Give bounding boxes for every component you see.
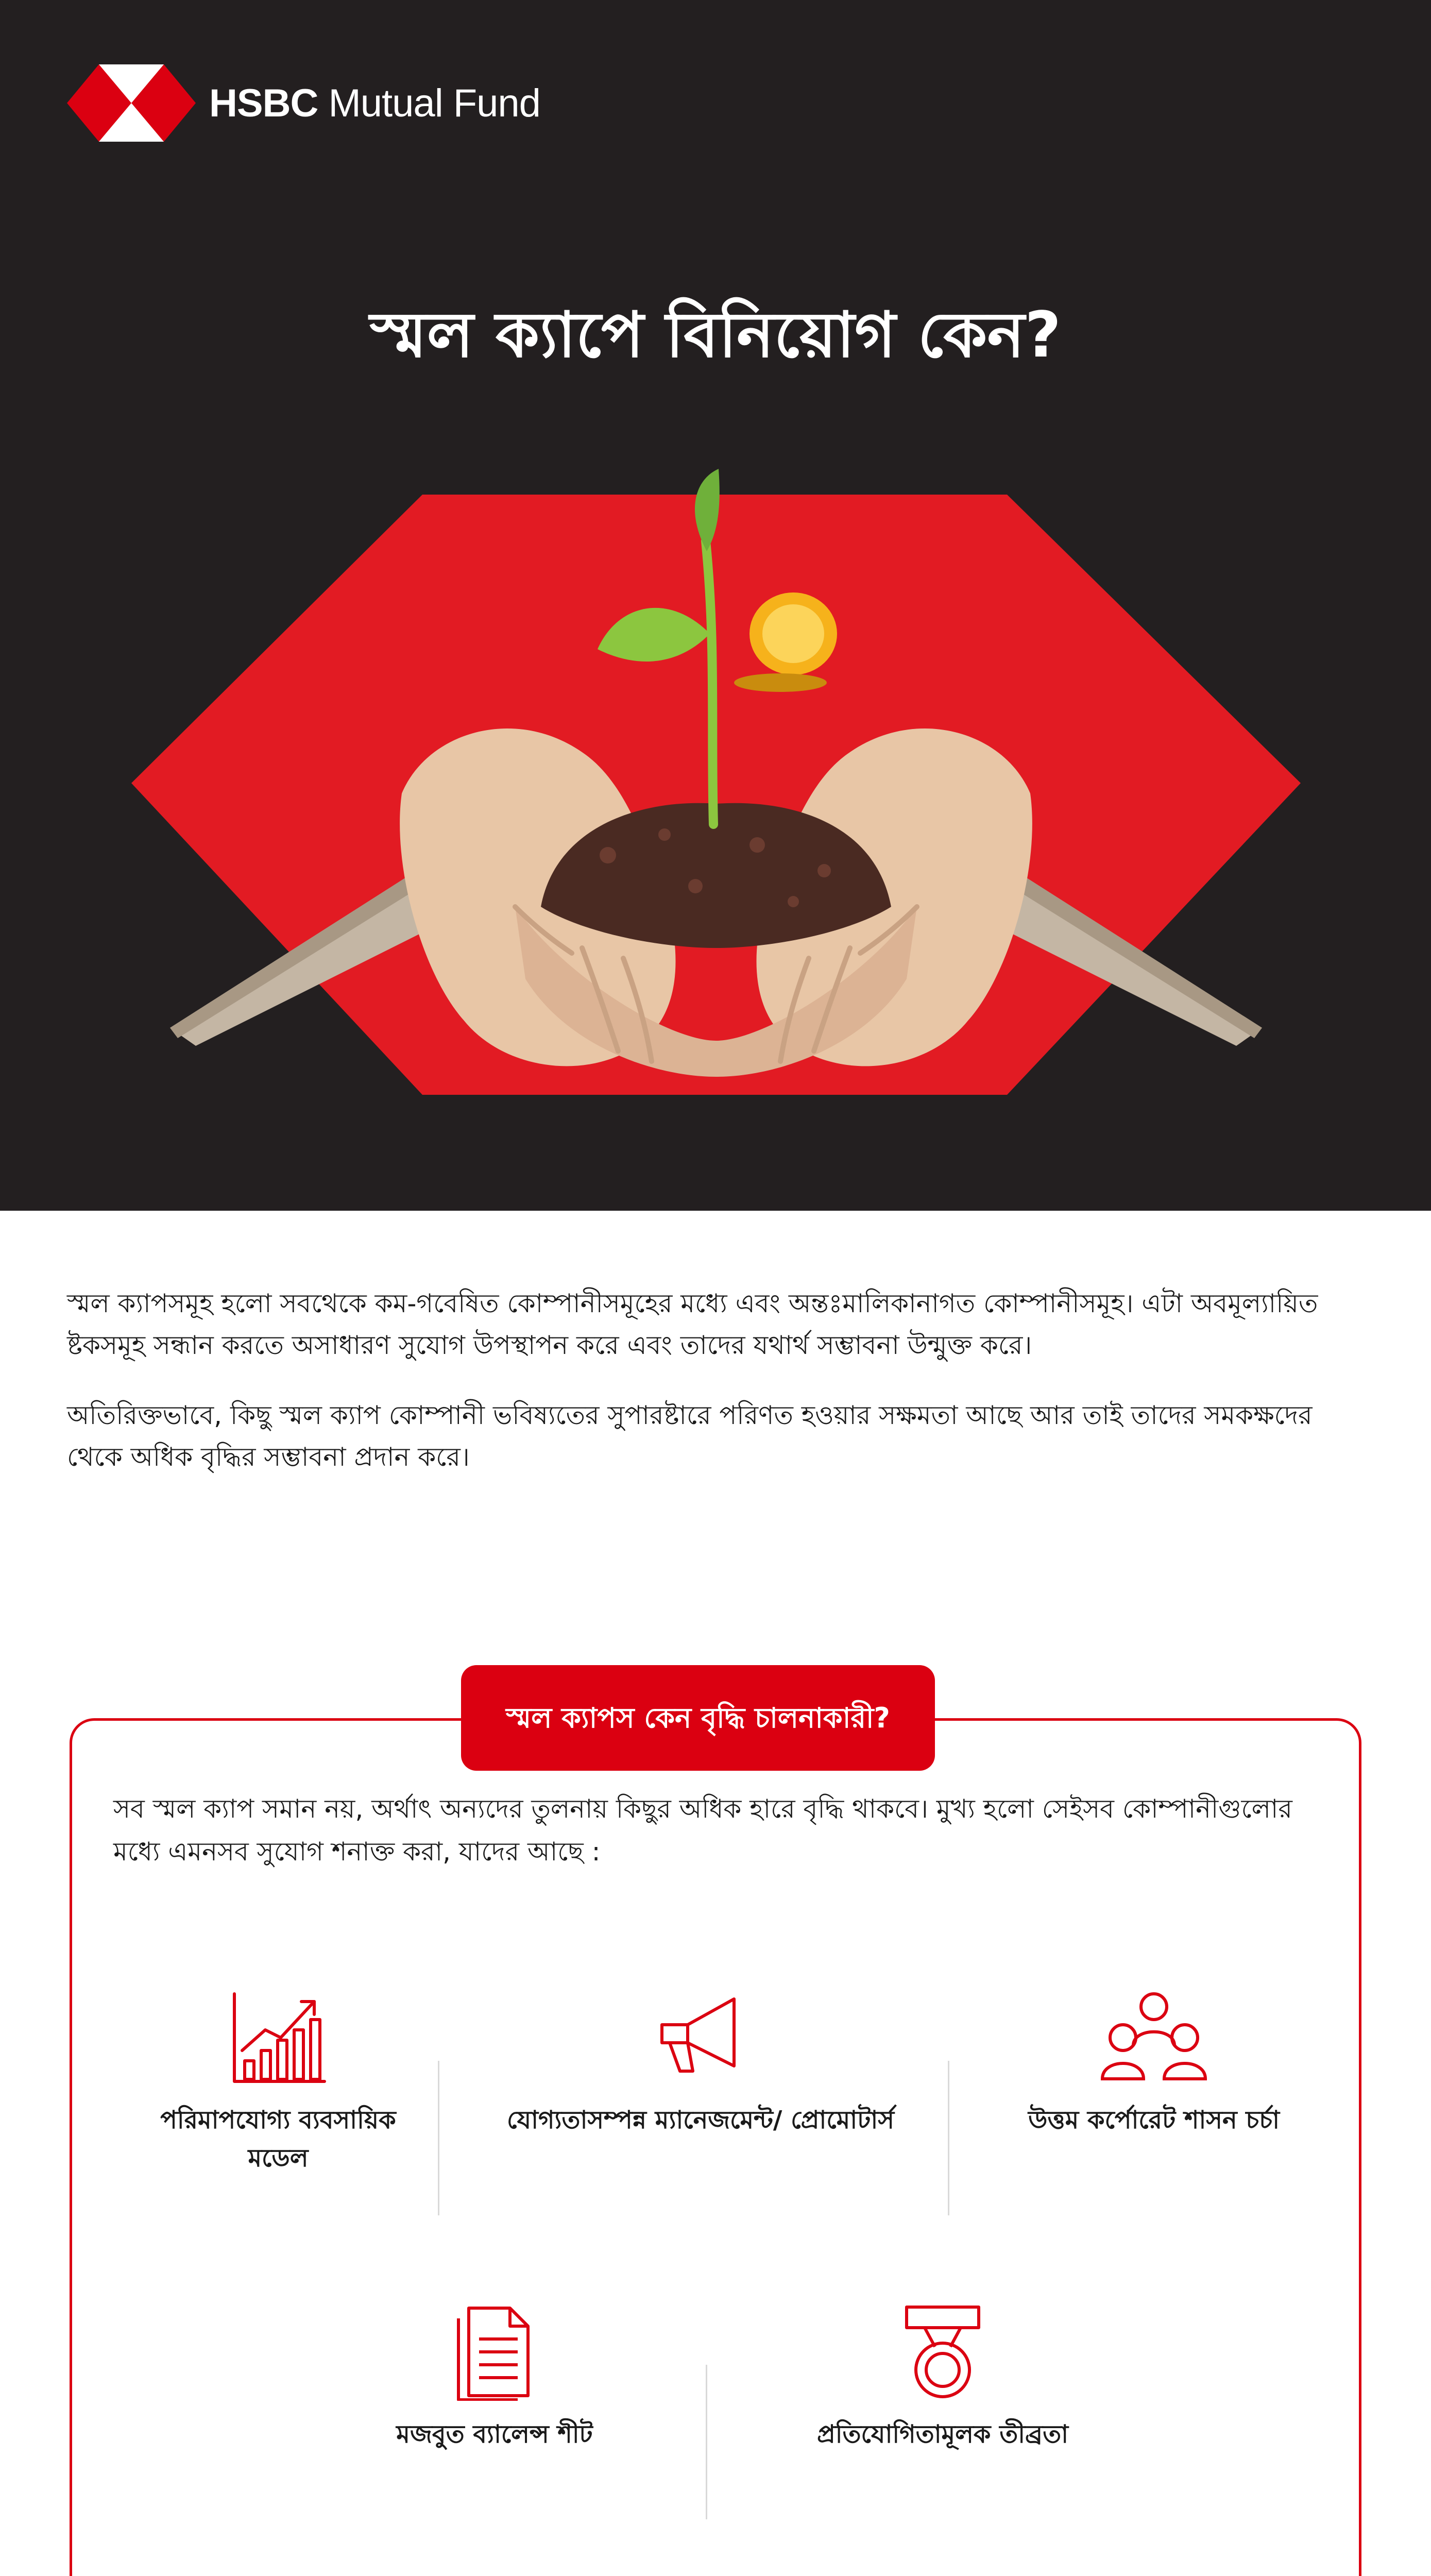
feature-label: পরিমাপযোগ্য ব্যবসায়িক মডেল <box>160 2106 396 2173</box>
medal-icon <box>896 2303 989 2401</box>
megaphone-icon <box>652 1989 749 2087</box>
feature-label: যোগ্যতাসম্পন্ন ম্যানেজমেন্ট/ প্রোমোটার্স <box>507 2106 894 2134</box>
divider <box>948 2061 949 2215</box>
divider <box>706 2365 707 2519</box>
feature-scalable-model <box>134 1989 422 2178</box>
intro-paragraph: স্মল ক্যাপসমূহ হলো সবথেকে কম-গবেষিত কোম্পানীসমূহের মধ্যে এবং অন্তঃমালিকানাগত কোম্পানীসমূহ। এটা অবমূল্যায়িত ষ্টকসমূহ সন্ধান করতে অসাধারণ সুযোগ উপস্থাপন করে এবং তাদের যথার্থ সম্ভাবনা উন্মুক্ত করে। <box>67 1289 1318 1360</box>
brand-name: HSBC Mutual Fund <box>209 81 540 125</box>
feature-label: প্রতিযোগিতামূলক তীব্রতা <box>816 2420 1069 2449</box>
feature-label: মজবুত ব্যালেন্স শীট <box>396 2420 593 2449</box>
people-group-icon <box>1100 1989 1208 2087</box>
feature-competition <box>747 2303 1138 2453</box>
document-sheet-icon <box>453 2303 536 2401</box>
growth-drivers-lead: সব স্মল ক্যাপ সমান নয়, অর্থাৎ অন্যদের তুলনায় কিছুর অধিক হারে বৃদ্ধি থাকবে। মুখ্য হলো সেইসব কোম্পানীগুলোর মধ্যে এমনসব সুযোগ শনাক্ত করা, যাদের আছে : <box>113 1794 1292 1867</box>
feature-balance-sheet <box>325 2303 665 2453</box>
hero-banner <box>0 0 1431 1211</box>
hsbc-logo[interactable] <box>67 64 540 142</box>
feature-governance <box>999 1989 1308 2139</box>
intro-paragraph: অতিরিক্তভাবে, কিছু স্মল ক্যাপ কোম্পানী ভবিষ্যতের সুপারষ্টারে পরিণত হওয়ার সক্ষমতা আছে আর তাই তাদের সমকক্ষদের থেকে অধিক বৃদ্ধির সম্ভাবনা প্রদান করে। <box>67 1400 1313 1472</box>
hands-holding-plant-illustration <box>0 464 1431 1133</box>
growth-drivers-heading: স্মল ক্যাপস কেন বৃদ্ধি চালনাকারী? <box>461 1665 935 1771</box>
feature-label: উত্তম কর্পোরেট শাসন চর্চা <box>1028 2106 1280 2134</box>
intro-section <box>67 1283 1365 1506</box>
hsbc-hexagon-icon <box>67 64 196 142</box>
growth-chart-icon <box>229 1989 327 2087</box>
divider <box>438 2061 439 2215</box>
page-title: স্মল ক্যাপে বিনিয়োগ কেন? <box>369 298 1062 371</box>
feature-management <box>479 1989 922 2139</box>
